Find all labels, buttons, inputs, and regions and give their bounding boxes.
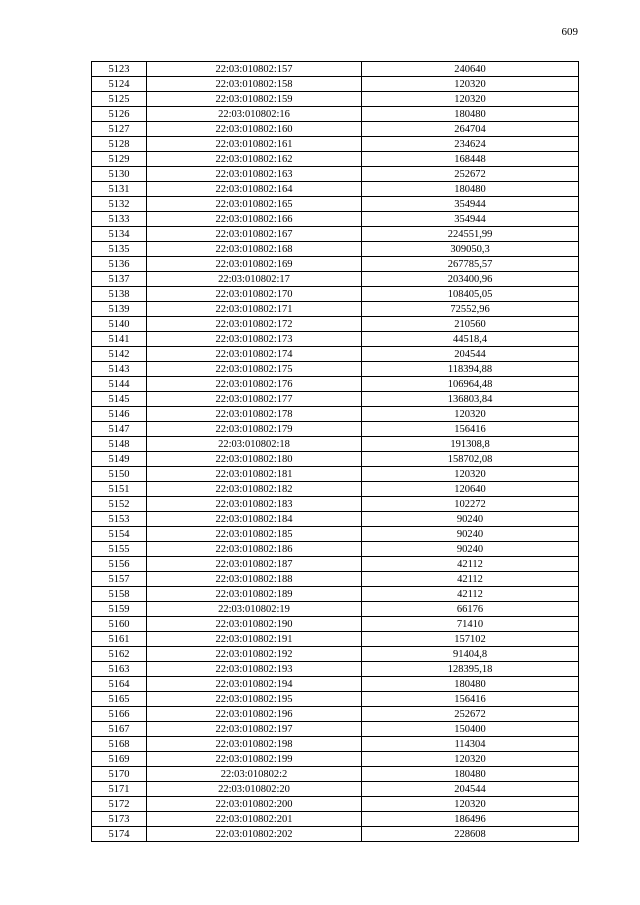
value-cell: 168448 [362, 152, 579, 167]
value-cell: 309050,3 [362, 242, 579, 257]
row-number-cell: 5140 [92, 317, 147, 332]
value-cell: 180480 [362, 767, 579, 782]
cadastral-number-cell: 22:03:010802:160 [147, 122, 362, 137]
row-number-cell: 5134 [92, 227, 147, 242]
row-number-cell: 5131 [92, 182, 147, 197]
row-number-cell: 5151 [92, 482, 147, 497]
table-row [92, 212, 579, 227]
table-row [92, 227, 579, 242]
table-row [92, 767, 579, 782]
row-number-cell: 5173 [92, 812, 147, 827]
value-cell: 354944 [362, 212, 579, 227]
value-cell: 267785,57 [362, 257, 579, 272]
row-number-cell: 5160 [92, 617, 147, 632]
cadastral-number-cell: 22:03:010802:198 [147, 737, 362, 752]
row-number-cell: 5171 [92, 782, 147, 797]
value-cell: 180480 [362, 182, 579, 197]
cadastral-number-cell: 22:03:010802:176 [147, 377, 362, 392]
value-cell: 90240 [362, 512, 579, 527]
row-number-cell: 5161 [92, 632, 147, 647]
row-number-cell: 5125 [92, 92, 147, 107]
cadastral-number-cell: 22:03:010802:192 [147, 647, 362, 662]
cadastral-number-cell: 22:03:010802:170 [147, 287, 362, 302]
cadastral-number-cell: 22:03:010802:19 [147, 602, 362, 617]
row-number-cell: 5146 [92, 407, 147, 422]
cadastral-number-cell: 22:03:010802:200 [147, 797, 362, 812]
table-row [92, 602, 579, 617]
value-cell: 156416 [362, 692, 579, 707]
value-cell: 42112 [362, 587, 579, 602]
value-cell: 102272 [362, 497, 579, 512]
table-row [92, 392, 579, 407]
table-row [92, 137, 579, 152]
row-number-cell: 5170 [92, 767, 147, 782]
table-row [92, 452, 579, 467]
cadastral-number-cell: 22:03:010802:189 [147, 587, 362, 602]
row-number-cell: 5163 [92, 662, 147, 677]
value-cell: 228608 [362, 827, 579, 842]
table-row [92, 512, 579, 527]
cadastral-number-cell: 22:03:010802:177 [147, 392, 362, 407]
value-cell: 252672 [362, 707, 579, 722]
row-number-cell: 5124 [92, 77, 147, 92]
cadastral-number-cell: 22:03:010802:186 [147, 542, 362, 557]
table-row [92, 152, 579, 167]
row-number-cell: 5159 [92, 602, 147, 617]
table-row [92, 272, 579, 287]
cadastral-number-cell: 22:03:010802:20 [147, 782, 362, 797]
table-row [92, 407, 579, 422]
row-number-cell: 5162 [92, 647, 147, 662]
value-cell: 91404,8 [362, 647, 579, 662]
row-number-cell: 5148 [92, 437, 147, 452]
table-row [92, 692, 579, 707]
value-cell: 120320 [362, 467, 579, 482]
table-row [92, 332, 579, 347]
cadastral-number-cell: 22:03:010802:175 [147, 362, 362, 377]
row-number-cell: 5174 [92, 827, 147, 842]
table-row [92, 347, 579, 362]
value-cell: 156416 [362, 422, 579, 437]
row-number-cell: 5138 [92, 287, 147, 302]
value-cell: 120320 [362, 752, 579, 767]
table-row [92, 287, 579, 302]
table-row [92, 437, 579, 452]
cadastral-number-cell: 22:03:010802:166 [147, 212, 362, 227]
row-number-cell: 5169 [92, 752, 147, 767]
table-row [92, 62, 579, 77]
cadastral-number-cell: 22:03:010802:172 [147, 317, 362, 332]
row-number-cell: 5128 [92, 137, 147, 152]
cadastral-number-cell: 22:03:010802:174 [147, 347, 362, 362]
cadastral-number-cell: 22:03:010802:168 [147, 242, 362, 257]
value-cell: 128395,18 [362, 662, 579, 677]
cadastral-number-cell: 22:03:010802:164 [147, 182, 362, 197]
row-number-cell: 5172 [92, 797, 147, 812]
value-cell: 150400 [362, 722, 579, 737]
value-cell: 42112 [362, 572, 579, 587]
value-cell: 136803,84 [362, 392, 579, 407]
table-row [92, 632, 579, 647]
cadastral-number-cell: 22:03:010802:202 [147, 827, 362, 842]
table-row [92, 557, 579, 572]
row-number-cell: 5127 [92, 122, 147, 137]
cadastral-number-cell: 22:03:010802:171 [147, 302, 362, 317]
cadastral-number-cell: 22:03:010802:16 [147, 107, 362, 122]
table-row [92, 197, 579, 212]
table-row [92, 587, 579, 602]
row-number-cell: 5144 [92, 377, 147, 392]
row-number-cell: 5132 [92, 197, 147, 212]
row-number-cell: 5141 [92, 332, 147, 347]
table-row [92, 707, 579, 722]
cadastral-number-cell: 22:03:010802:167 [147, 227, 362, 242]
row-number-cell: 5123 [92, 62, 147, 77]
table-row [92, 182, 579, 197]
cadastral-number-cell: 22:03:010802:179 [147, 422, 362, 437]
table-row [92, 317, 579, 332]
cadastral-number-cell: 22:03:010802:187 [147, 557, 362, 572]
value-cell: 210560 [362, 317, 579, 332]
table-row [92, 497, 579, 512]
table-row [92, 302, 579, 317]
value-cell: 252672 [362, 167, 579, 182]
row-number-cell: 5139 [92, 302, 147, 317]
cadastral-number-cell: 22:03:010802:178 [147, 407, 362, 422]
cadastral-number-cell: 22:03:010802:195 [147, 692, 362, 707]
value-cell: 234624 [362, 137, 579, 152]
row-number-cell: 5156 [92, 557, 147, 572]
cadastral-number-cell: 22:03:010802:201 [147, 812, 362, 827]
value-cell: 106964,48 [362, 377, 579, 392]
table-row [92, 422, 579, 437]
value-cell: 108405,05 [362, 287, 579, 302]
cadastral-number-cell: 22:03:010802:190 [147, 617, 362, 632]
value-cell: 180480 [362, 677, 579, 692]
table-row [92, 797, 579, 812]
value-cell: 354944 [362, 197, 579, 212]
table-row [92, 662, 579, 677]
table-row [92, 542, 579, 557]
value-cell: 71410 [362, 617, 579, 632]
value-cell: 114304 [362, 737, 579, 752]
cadastral-number-cell: 22:03:010802:169 [147, 257, 362, 272]
value-cell: 90240 [362, 542, 579, 557]
cadastral-number-cell: 22:03:010802:184 [147, 512, 362, 527]
value-cell: 180480 [362, 107, 579, 122]
cadastral-number-cell: 22:03:010802:162 [147, 152, 362, 167]
value-cell: 120640 [362, 482, 579, 497]
cadastral-number-cell: 22:03:010802:173 [147, 332, 362, 347]
cadastral-number-cell: 22:03:010802:159 [147, 92, 362, 107]
table-row [92, 377, 579, 392]
row-number-cell: 5126 [92, 107, 147, 122]
row-number-cell: 5168 [92, 737, 147, 752]
table-row [92, 782, 579, 797]
row-number-cell: 5133 [92, 212, 147, 227]
row-number-cell: 5149 [92, 452, 147, 467]
value-cell: 120320 [362, 77, 579, 92]
value-cell: 118394,88 [362, 362, 579, 377]
value-cell: 120320 [362, 92, 579, 107]
cadastral-number-cell: 22:03:010802:185 [147, 527, 362, 542]
cadastral-number-cell: 22:03:010802:199 [147, 752, 362, 767]
table-row [92, 482, 579, 497]
row-number-cell: 5167 [92, 722, 147, 737]
cadastral-number-cell: 22:03:010802:183 [147, 497, 362, 512]
cadastral-number-cell: 22:03:010802:157 [147, 62, 362, 77]
value-cell: 120320 [362, 407, 579, 422]
row-number-cell: 5155 [92, 542, 147, 557]
table-row [92, 812, 579, 827]
cadastral-number-cell: 22:03:010802:17 [147, 272, 362, 287]
row-number-cell: 5142 [92, 347, 147, 362]
row-number-cell: 5130 [92, 167, 147, 182]
table-row [92, 677, 579, 692]
table-row [92, 722, 579, 737]
cadastral-number-cell: 22:03:010802:193 [147, 662, 362, 677]
table-row [92, 527, 579, 542]
value-cell: 191308,8 [362, 437, 579, 452]
cadastral-number-cell: 22:03:010802:163 [147, 167, 362, 182]
value-cell: 264704 [362, 122, 579, 137]
value-cell: 158702,08 [362, 452, 579, 467]
value-cell: 72552,96 [362, 302, 579, 317]
table-body [92, 62, 579, 842]
cadastral-number-cell: 22:03:010802:180 [147, 452, 362, 467]
table-row [92, 242, 579, 257]
table-row [92, 737, 579, 752]
table-row [92, 827, 579, 842]
table-row [92, 257, 579, 272]
table-row [92, 572, 579, 587]
table-row [92, 467, 579, 482]
table-row [92, 167, 579, 182]
row-number-cell: 5150 [92, 467, 147, 482]
value-cell: 204544 [362, 782, 579, 797]
table-row [92, 107, 579, 122]
cadastral-number-cell: 22:03:010802:161 [147, 137, 362, 152]
cadastral-number-cell: 22:03:010802:191 [147, 632, 362, 647]
row-number-cell: 5157 [92, 572, 147, 587]
value-cell: 157102 [362, 632, 579, 647]
value-cell: 203400,96 [362, 272, 579, 287]
value-cell: 224551,99 [362, 227, 579, 242]
page-number: 609 [561, 26, 578, 38]
row-number-cell: 5165 [92, 692, 147, 707]
value-cell: 66176 [362, 602, 579, 617]
table-row [92, 752, 579, 767]
table-row [92, 362, 579, 377]
cadastral-number-cell: 22:03:010802:165 [147, 197, 362, 212]
cadastral-number-cell: 22:03:010802:158 [147, 77, 362, 92]
value-cell: 42112 [362, 557, 579, 572]
cadastral-number-cell: 22:03:010802:197 [147, 722, 362, 737]
cadastral-table [91, 61, 579, 842]
row-number-cell: 5145 [92, 392, 147, 407]
row-number-cell: 5137 [92, 272, 147, 287]
table-row [92, 617, 579, 632]
row-number-cell: 5154 [92, 527, 147, 542]
cadastral-number-cell: 22:03:010802:182 [147, 482, 362, 497]
row-number-cell: 5166 [92, 707, 147, 722]
cadastral-number-cell: 22:03:010802:196 [147, 707, 362, 722]
value-cell: 186496 [362, 812, 579, 827]
row-number-cell: 5152 [92, 497, 147, 512]
row-number-cell: 5158 [92, 587, 147, 602]
value-cell: 240640 [362, 62, 579, 77]
cadastral-number-cell: 22:03:010802:18 [147, 437, 362, 452]
table-row [92, 77, 579, 92]
cadastral-number-cell: 22:03:010802:181 [147, 467, 362, 482]
row-number-cell: 5153 [92, 512, 147, 527]
row-number-cell: 5129 [92, 152, 147, 167]
row-number-cell: 5164 [92, 677, 147, 692]
table-row [92, 122, 579, 137]
table-row [92, 92, 579, 107]
cadastral-number-cell: 22:03:010802:2 [147, 767, 362, 782]
cadastral-number-cell: 22:03:010802:194 [147, 677, 362, 692]
row-number-cell: 5136 [92, 257, 147, 272]
row-number-cell: 5147 [92, 422, 147, 437]
value-cell: 44518,4 [362, 332, 579, 347]
row-number-cell: 5143 [92, 362, 147, 377]
table-row [92, 647, 579, 662]
value-cell: 90240 [362, 527, 579, 542]
row-number-cell: 5135 [92, 242, 147, 257]
cadastral-number-cell: 22:03:010802:188 [147, 572, 362, 587]
value-cell: 120320 [362, 797, 579, 812]
value-cell: 204544 [362, 347, 579, 362]
